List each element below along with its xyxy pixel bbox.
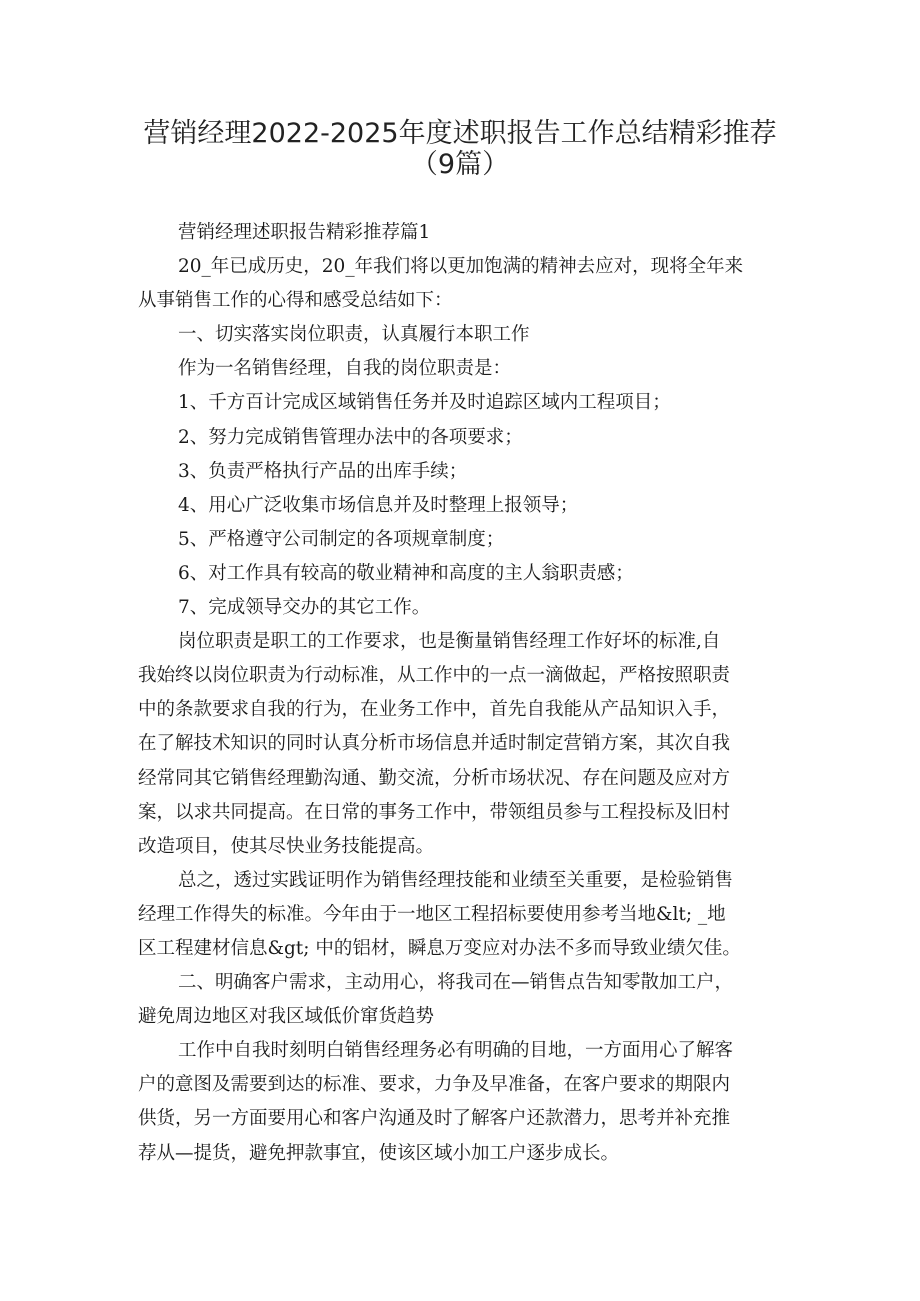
paragraph-line: 区工程建材信息&gt; 中的铝材，瞬息万变应对办法不多而导致业绩欠佳。 (138, 937, 741, 959)
duty-item: 3、负责严格执行产品的出库手续； (178, 460, 468, 482)
paragraph-customer (138, 1034, 788, 1170)
paragraph-line: 荐从—提货，避免押款事宜，使该区域小加工户逐步成长。 (138, 1142, 620, 1164)
heading-2-line: 避免周边地区对我区域低价窜货趋势 (138, 1006, 435, 1028)
section-heading: 营销经理述职报告精彩推荐篇1 (178, 222, 431, 243)
duty-item: 2、努力完成销售管理办法中的各项要求； (178, 426, 523, 448)
duty-item: 5、严格遵守公司制定的各项规章制度； (178, 528, 505, 550)
paragraph-line: 供货，另一方面要用心和客户沟通及时了解客户还款潜力，思考并补充推 (138, 1108, 731, 1130)
paragraph-line: 在了解技术知识的同时认真分析市场信息并适时制定营销方案，其次自我 (138, 733, 731, 755)
paragraph-line: 岗位职责是职工的工作要求，也是衡量销售经理工作好坏的标准,自 (178, 631, 721, 653)
paragraph-line: 案，以求共同提高。在日常的事务工作中，带领组员参与工程投标及旧村 (138, 801, 731, 823)
paragraph-line: 总之，透过实践证明作为销售经理技能和业绩至关重要，是检验销售 (178, 869, 734, 891)
document-title-line2: （9篇） (410, 149, 510, 180)
duties-intro: 作为一名销售经理，自我的岗位职责是： (178, 358, 512, 380)
paragraph-line: 户的意图及需要到达的标准、要求，力争及早准备，在客户要求的期限内 (138, 1074, 731, 1096)
paragraph-line: 经理工作得失的标准。今年由于一地区工程招标要使用参考当地&lt; _地 (138, 903, 726, 925)
heading-2-line: 二、明确客户需求，主动用心，将我司在—销售点告知零散加工户， (178, 972, 734, 994)
paragraph-line: 中的条款要求自我的行为，在业务工作中，首先自我能从产品知识入手， (138, 699, 731, 721)
paragraph-responsibility (138, 625, 788, 864)
intro-line: 从事销售工作的心得和感受总结如下： (138, 290, 453, 312)
duty-item: 7、完成领导交办的其它工作。 (178, 597, 431, 619)
paragraph-line: 改造项目，使其尽快业务技能提高。 (138, 835, 435, 857)
paragraph-summary (138, 864, 788, 966)
duty-item: 4、用心广泛收集市场信息并及时整理上报领导； (178, 494, 579, 516)
heading-2 (138, 966, 788, 1034)
duty-item: 6、对工作具有较高的敬业精神和高度的主人翁职责感； (178, 562, 634, 584)
document-body (138, 216, 788, 1171)
intro-paragraph (138, 250, 788, 318)
paragraph-line: 工作中自我时刻明白销售经理务必有明确的目地，一方面用心了解客 (178, 1040, 734, 1062)
duties-list (138, 386, 788, 625)
paragraph-line: 我始终以岗位职责为行动标准，从工作中的一点一滴做起，严格按照职责 (138, 665, 731, 687)
intro-line: 20_年已成历史，20_年我们将以更加饱满的精神去应对，现将全年来 (178, 256, 744, 278)
heading-1: 一、切实落实岗位职责，认真履行本职工作 (178, 324, 530, 346)
document-title-line1: 营销经理2022-2025年度述职报告工作总结精彩推荐 (143, 118, 777, 149)
duty-item: 1、千方百计完成区域销售任务并及时追踪区域内工程项目； (178, 392, 671, 414)
paragraph-line: 经常同其它销售经理勤沟通、勤交流，分析市场状况、存在问题及应对方 (138, 767, 731, 789)
